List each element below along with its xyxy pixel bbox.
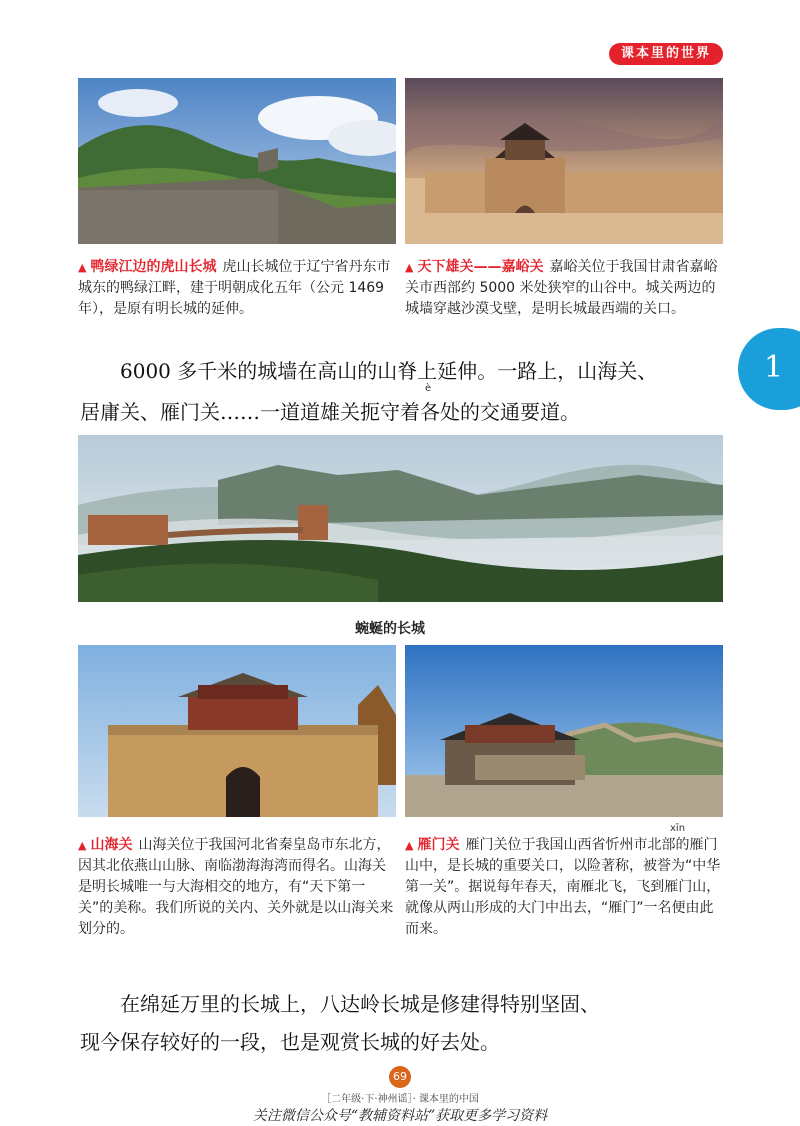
caption-title: 天下雄关——嘉峪关 [417, 259, 544, 275]
pinyin-e: è [425, 383, 432, 394]
hushan-photo [78, 78, 396, 244]
paragraph-1-line-2: 居庸关、雁门关……一道道雄关扼守着各处的交通要道。 [80, 400, 580, 424]
series-line: ［二年级·下·神州谣］· 课本里的中国 [321, 1094, 479, 1105]
triangle-marker-icon: ▲ [405, 261, 414, 274]
section-badge: 课本里的世界 [609, 43, 723, 65]
shanhai-caption [78, 835, 398, 940]
caption-text: 雁门关位于我国山西省忻州市北部的雁门山中，是长城的重要关口，以险著称，被誉为“中华第一关”。据说每年春天，南雁北飞，飞到雁门山，就像从两山形成的大门中出去，“雁门”一名便由此而来。 [405, 837, 721, 937]
panorama-label: 蜿蜒的长城 [355, 621, 425, 637]
yanmen-caption [405, 835, 725, 940]
triangle-marker-icon: ▲ [405, 839, 414, 852]
paragraph-2-line-1: 在绵延万里的长城上，八达岭长城是修建得特别坚固、 [120, 992, 600, 1016]
shanhaiguan-photo [78, 645, 396, 817]
footer-note: 关注微信公众号“教辅资料站”获取更多学习资料 [252, 1108, 548, 1124]
triangle-marker-icon: ▲ [78, 839, 87, 852]
caption-title: 雁门关 [417, 837, 460, 853]
chapter-tab-label: 1 [764, 350, 784, 385]
caption-text: 山海关位于我国河北省秦皇岛市东北方，因其北依燕山山脉、南临渤海海湾而得名。山海关是明长城唯一与大海相交的地方，有“天下第一关”的美称。我们所说的关内、关外就是以山海关来划分的。 [78, 837, 394, 937]
hushan-caption [78, 257, 398, 320]
paragraph-1-line-1: 6000 多千米的城墙在高山的山脊上延伸。一路上，山海关、 [120, 359, 658, 383]
yanmenguan-photo [405, 645, 723, 817]
caption-title: 山海关 [90, 837, 133, 853]
jiayu-caption [405, 257, 725, 320]
caption-text: 嘉峪关位于我国甘肃省嘉峪关市西部约 5000 米处狭窄的山谷中。城关两边的城墙穿越沙漠戈壁，是明长城最西端的关口。 [405, 259, 718, 317]
caption-title: 鸭绿江边的虎山长城 [90, 259, 217, 275]
caption-text: 虎山长城位于辽宁省丹东市城东的鸭绿江畔，建于明朝成化五年（公元 1469 年），是原有明长城的延伸。 [78, 259, 391, 317]
panorama-photo [78, 435, 723, 602]
paragraph-2-line-2: 现今保存较好的一段，也是观赏长城的好去处。 [80, 1030, 500, 1054]
page-number: 69 [389, 1066, 411, 1088]
jiayuguan-photo [405, 78, 723, 244]
chapter-tab[interactable] [738, 328, 800, 410]
pinyin-xin: xīn [670, 823, 686, 834]
triangle-marker-icon: ▲ [78, 261, 87, 274]
